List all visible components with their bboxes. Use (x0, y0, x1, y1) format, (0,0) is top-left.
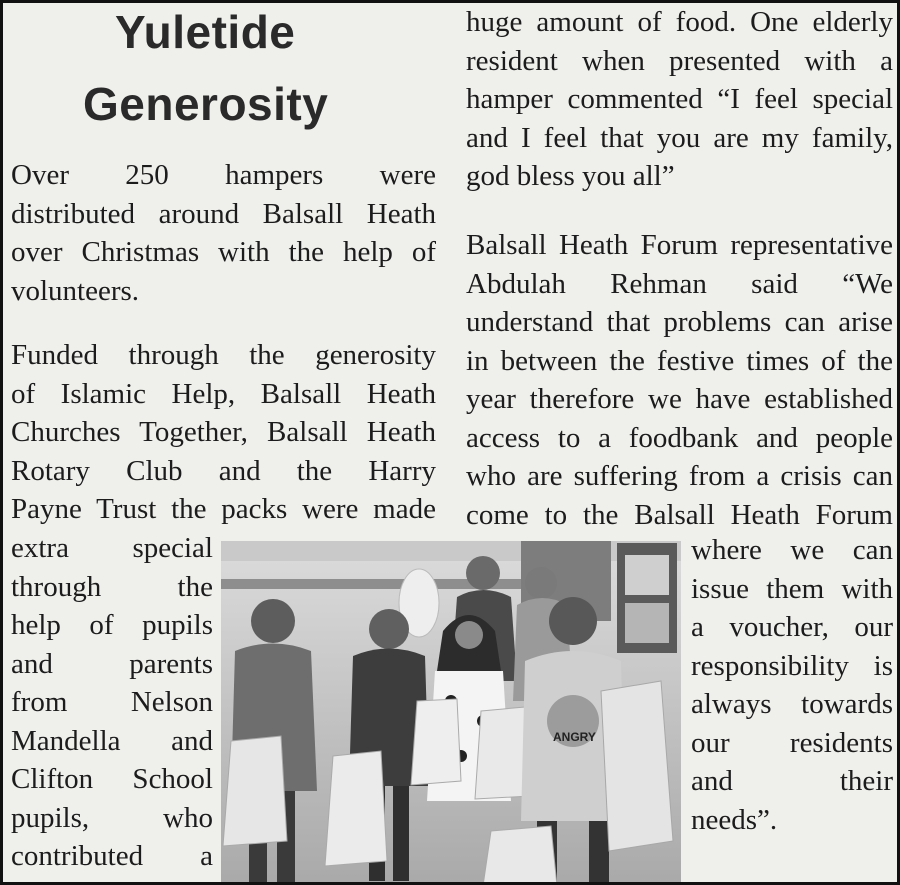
text-line: Balsall Heath Forum representative (466, 229, 893, 261)
text-line: access to a foodbank and people (466, 421, 893, 454)
text-line: come to the Balsall Heath Forum (466, 498, 893, 531)
text-line: responsibility is (691, 649, 893, 682)
text-line: Abdulah Rehman said “We (466, 267, 893, 300)
text-line: pupils, who (11, 801, 213, 834)
hamper-bag (411, 699, 461, 785)
text-line: Clifton School (11, 763, 213, 795)
text-line: distributed around Balsall Heath (11, 197, 436, 230)
noticeboard-paper (625, 603, 669, 643)
left-paragraph-2 (11, 336, 436, 529)
text-line: god bless you all” (466, 160, 675, 192)
text-line: where we can (691, 534, 893, 566)
text-line: understand that problems can arise (466, 306, 893, 338)
text-line: our residents (691, 726, 893, 759)
headline-line-2: Generosity (83, 78, 329, 130)
hamper-bag (601, 681, 673, 851)
left-paragraph-1 (11, 156, 436, 310)
right-paragraph-3 (691, 531, 893, 839)
text-line: hamper commented “I feel special (466, 83, 893, 115)
text-line: resident when presented with a (466, 44, 893, 77)
hamper-bag (223, 736, 287, 846)
text-line: in between the festive times of the (466, 344, 893, 377)
text-line: and their (691, 765, 893, 797)
text-line: Rotary Club and the Harry (11, 454, 436, 487)
text-line: needs”. (691, 803, 778, 836)
ceiling (221, 541, 681, 561)
text-line: and I feel that you are my family, (466, 121, 893, 154)
text-line: Churches Together, Balsall Heath (11, 416, 436, 448)
text-line: and parents (11, 647, 213, 680)
hamper-bag (483, 826, 557, 885)
text-line: through the (11, 570, 213, 603)
text-line: huge amount of food. One elderly (466, 6, 893, 38)
text-line: a voucher, our (691, 611, 893, 643)
right-paragraph-2 (466, 226, 893, 534)
text-line: year therefore we have established (466, 383, 893, 415)
shirt-print-text: ANGRY (553, 730, 596, 744)
text-line: extra special (11, 532, 213, 564)
text-line: Payne Trust the packs were made (11, 493, 436, 525)
right-paragraph-1 (466, 3, 893, 196)
text-line: volunteers. (11, 274, 140, 307)
text-line: of Islamic Help, Balsall Heath (11, 377, 436, 410)
text-line: contributed a (11, 840, 213, 872)
text-line: always towards (691, 688, 893, 720)
text-line: Funded through the generosity (11, 339, 436, 371)
text-line: issue them with (691, 572, 893, 605)
noticeboard-paper (625, 555, 669, 595)
text-line: help of pupils (11, 609, 213, 641)
headline-line-1: Yuletide (115, 6, 296, 58)
text-line: Mandella and (11, 724, 213, 757)
left-paragraph-3 (11, 529, 213, 876)
text-line: over Christmas with the help of (11, 236, 436, 268)
text-line: from Nelson (11, 686, 213, 718)
text-line: who are suffering from a crisis can (466, 460, 893, 492)
text-line: Over 250 hampers were (11, 159, 436, 191)
children-with-hampers-photo (221, 541, 681, 885)
hamper-bag (325, 751, 387, 866)
